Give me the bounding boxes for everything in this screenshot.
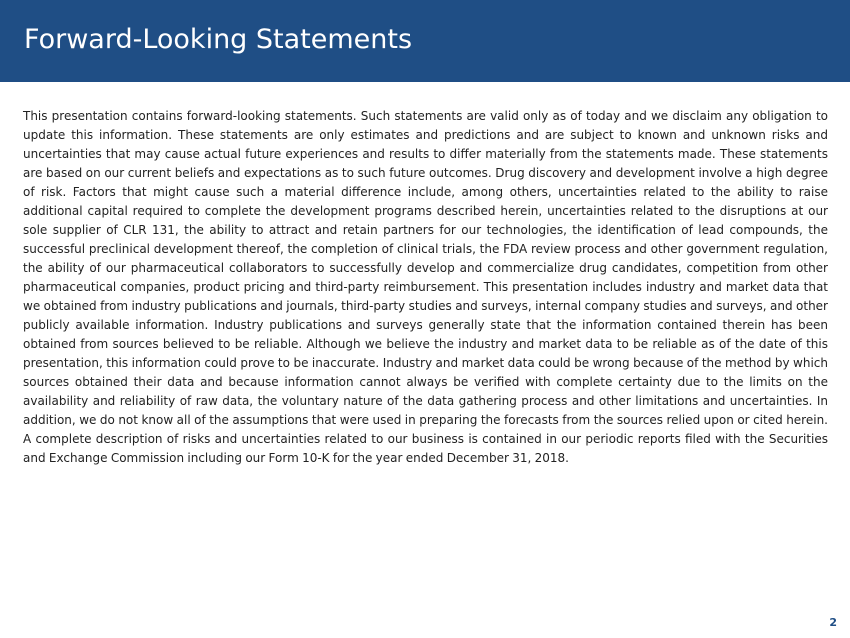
forward-looking-statement-text: This presentation contains forward-looking statements. Such statements are valid only as of today and we disclaim any obligation to update this information. These statements are only estimates and predictions and are subject to known and unknown risks and uncertainties that may cause actual future experiences and results to differ materially from the statements made. These statements are based on our current beliefs and expectations as to such future outcomes. Drug discovery and development involve a high degree of risk. Factors that might cause such a material difference include, among others, uncertainties related to the ability to raise additional capital required to complete the development programs described herein, uncertainties related to the disruptions at our sole supplier of CLR 131, the ability to attract and retain partners for our technologies, the identification of lead compounds, the successful preclinical development thereof, the completion of clinical trials, the FDA review process and other government regulation, the ability of our pharmaceutical collaborators to successfully develop and commercialize drug candidates, competition from other pharmaceutical companies, product pricing and third-party reimbursement. This presentation includes industry and market data that we obtained from industry publications and journals, third-party studies and surveys, internal company studies and surveys, and other publicly available information. Industry publications and surveys generally state that the information contained therein has been obtained from sources believed to be reliable. Although we believe the industry and market data to be reliable as of the date of this presentation, this information could prove to be inaccurate. Industry and market data could be wrong because of the method by which sources obtained their data and because information cannot always be verified with complete certainty due to the limits on the availability and reliability of raw data, the voluntary nature of the data gathering process and other limitations and uncertainties. In addition, we do not know all of the assumptions that were used in preparing the forecasts from the sources relied upon or cited herein. A complete description of risks and uncertainties related to our business is contained in our periodic reports filed with the Securities and Exchange Commission including our Form 10-K for the year ended December 31, 2018. [23,109,828,465]
header-band [0,0,850,82]
page-number: 2 [829,616,837,629]
slide-title: Forward-Looking Statements [24,24,413,55]
